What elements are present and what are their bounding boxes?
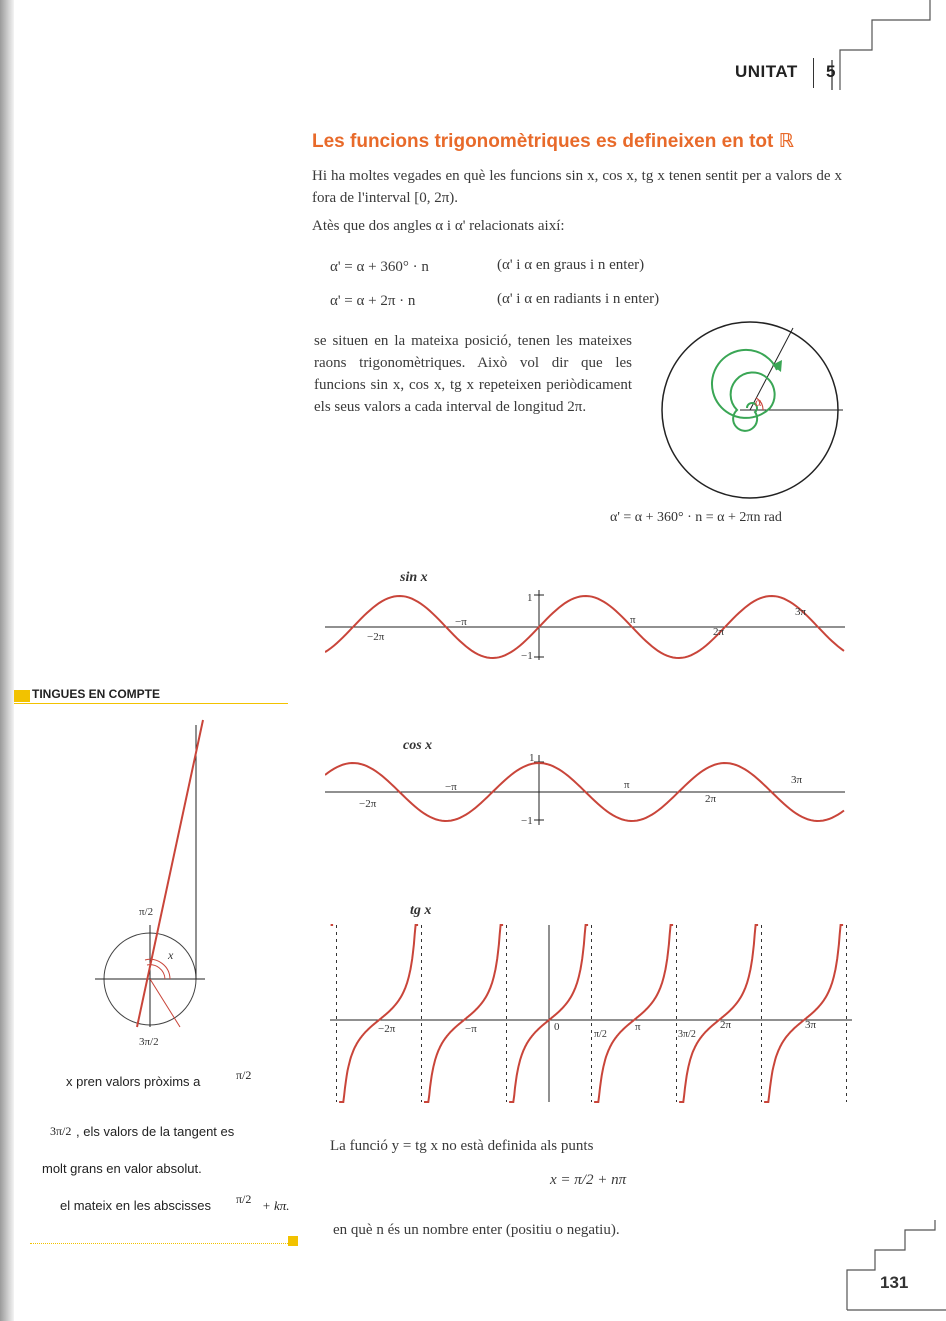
sin-graph [325,585,850,665]
header-step-decoration [820,0,946,100]
tg-tick-negpi: −π [465,1023,477,1035]
angle-alpha-label: α [755,395,762,409]
cos-tick-2pi: 2π [705,793,717,805]
sin-tick-2pi: 2π [713,626,725,638]
cos-tick-neg2pi: −2π [359,798,377,810]
footer-step-decoration [835,1220,946,1321]
tg-tick-2pi: 2π [720,1019,732,1031]
sidebar-line-4-fraction: π/2 [236,1192,252,1206]
sin-y-label-top: 1 [527,592,533,604]
unit-number: 5 [826,62,836,81]
section-title: Les funcions trigonomètriques es defineixen en tot ℝ [312,131,794,152]
cos-y-label-bottom: −1 [521,815,533,827]
sidebar-line-3: molt grans en valor absolut. [42,1161,202,1176]
cos-graph-title: cos x [403,738,433,753]
tg-tick-neg2pi: −2π [378,1023,396,1035]
sidebar-footer-rule [30,1243,288,1244]
tg-graph-title: tg x [410,903,432,918]
sin-tick-neg2pi: −2π [367,631,385,643]
tg-tick-pi-half: π/2 [594,1029,607,1040]
unit-divider [813,58,814,88]
tg-branch-4 [594,925,673,1102]
sidebar-heading-marker [14,690,30,702]
tangent-angle-label: x [168,948,174,962]
tangent-ray-lower [150,979,180,1027]
sin-y-label-bottom: −1 [521,650,533,662]
asymptote-formula: x = π/2 + nπ [550,1172,627,1188]
sidebar-heading: TINGUES EN COMPTE [32,687,161,701]
formula-radians-note: (α' i α en radiants i n enter) [497,291,660,307]
spiral-arrowhead [772,360,782,372]
tangent-ray [137,720,203,1027]
sidebar-line-4-tail: + kπ. [262,1198,290,1213]
tangent-diagram [95,715,210,1060]
page-number: 131 [880,1273,909,1292]
integer-note: en què n és un nombre enter (positiu o negatiu). [333,1222,620,1238]
cos-graph [325,750,850,830]
sidebar-line-1: x pren valors pròxims a [66,1074,201,1089]
undefined-points-sentence: La funció y = tg x no està definida als punts [330,1138,594,1154]
explanation-paragraph: se situen en la mateixa posició, tenen les mateixes raons trigonomètriques. Això vol dir que les funcions sin x, cos x, tg x repeteixen periòdicament els seus valors a cada interval de longitud 2π. [314,333,632,415]
periodic-angle-diagram [655,320,850,505]
tg-branch-1 [339,925,418,1102]
sidebar-line-2: , els valors de la tangent es [76,1124,235,1139]
sidebar-line-2-fraction: 3π/2 [50,1124,72,1138]
sin-tick-3pi: 3π [795,606,807,618]
sin-graph-title: sin x [400,570,428,585]
tg-tick-zero: 0 [554,1021,560,1033]
formula-degrees-note: (α' i α en graus i n enter) [497,257,645,273]
tg-tick-3pi-half: 3π/2 [678,1029,696,1040]
sidebar-line-4: el mateix en les abscisses [60,1198,212,1213]
sidebar-footer-marker [288,1236,298,1246]
cos-tick-pi: π [624,779,630,791]
formula-radians: α' = α + 2π · n [330,293,416,309]
tg-branch-6 [764,925,843,1102]
sidebar-heading-underline [14,703,288,704]
spiral-turns [712,350,777,431]
cos-y-label-top: 1 [529,752,535,764]
tg-branch-5 [679,925,758,1102]
tangent-bottom-label: 3π/2 [139,1036,159,1048]
cos-tick-negpi: −π [445,781,457,793]
tangent-top-label: π/2 [139,906,154,918]
circle-caption: α' = α + 360° · n = α + 2πn rad [610,510,782,525]
formula-degrees: α' = α + 360° · n [330,259,429,275]
tg-branches [331,925,844,1102]
sidebar-line-1-fraction: π/2 [236,1068,252,1082]
unit-label: UNITAT [735,62,798,81]
cos-tick-3pi: 3π [791,774,803,786]
intro-paragraph: Hi ha moltes vegades en què les funcions sin x, cos x, tg x tenen sentit per a valors de x fora de l'interval [0, 2π). [312,168,842,206]
page-gutter-shadow [0,0,14,1321]
tg-tick-pi: π [635,1021,641,1033]
tg-graph [330,920,855,1105]
sin-tick-negpi: −π [455,616,467,628]
tg-branch-2 [424,925,503,1102]
sin-tick-pi: π [630,614,636,626]
tg-tick-3pi: 3π [805,1019,817,1031]
given-paragraph: Atès que dos angles α i α' relacionats així: [312,218,565,234]
